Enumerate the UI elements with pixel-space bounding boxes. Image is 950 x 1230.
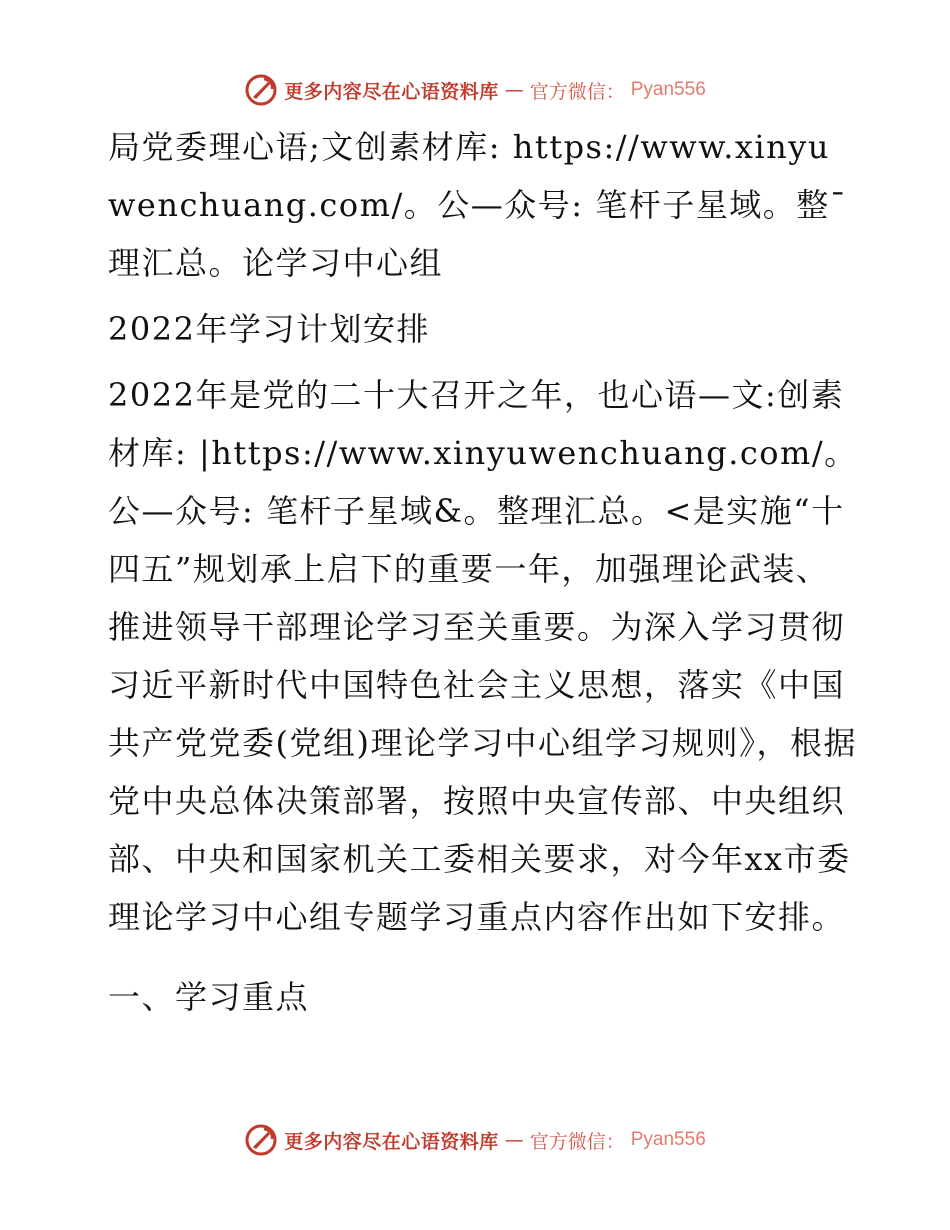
watermark-main-text: 更多内容尽在心语资料库 (284, 1130, 499, 1153)
header-watermark (0, 70, 950, 110)
section-heading: 一、学习重点 (108, 978, 310, 1016)
watermark-subtitle: 官方微信： (529, 1130, 625, 1153)
footer-watermark (0, 1120, 950, 1160)
watermark-wechat-id: Pyan556 (630, 79, 706, 100)
body-paragraph: 2022年是党的二十大召开之年，也心语—文:创素材库: |https://www.xinyuwenchuang.com/。公—众号: 笔杆子星域&。整理汇总。<是实施“十四五”规划承上启下的重要一年，加强理论武装、推进领导干部理论学习至关重要。为深入学习贯彻习近平新时代中国特色社会主义思想，落实《中国共产党党委(党组)理论学习中心组学习规则》，根据党中央总体决策部署，按照中央宣传部、中央组织部、中央和国家机关工委相关要求，对今年xx市委理论学习中心组专题学习重点内容作出如下安排。 (108, 376, 858, 936)
watermark-wechat-id: Pyan556 (630, 1129, 706, 1150)
watermark-subtitle: 官方微信： (529, 80, 625, 103)
watermark-separator: — (504, 79, 524, 101)
intro-paragraph: 局党委理心语;文创素材库: https://www.xinyuwenchuang.com/。公—众号: 笔杆子星域。整¯理汇总。论学习中心组 (108, 128, 848, 282)
watermark-main-text: 更多内容尽在心语资料库 (284, 80, 499, 103)
document-body (98, 118, 858, 1026)
watermark-separator: — (504, 1129, 524, 1151)
feather-pen-circle-icon (244, 1123, 278, 1157)
feather-pen-circle-icon (244, 73, 278, 107)
document-title: 2022年学习计划安排 (108, 310, 430, 348)
